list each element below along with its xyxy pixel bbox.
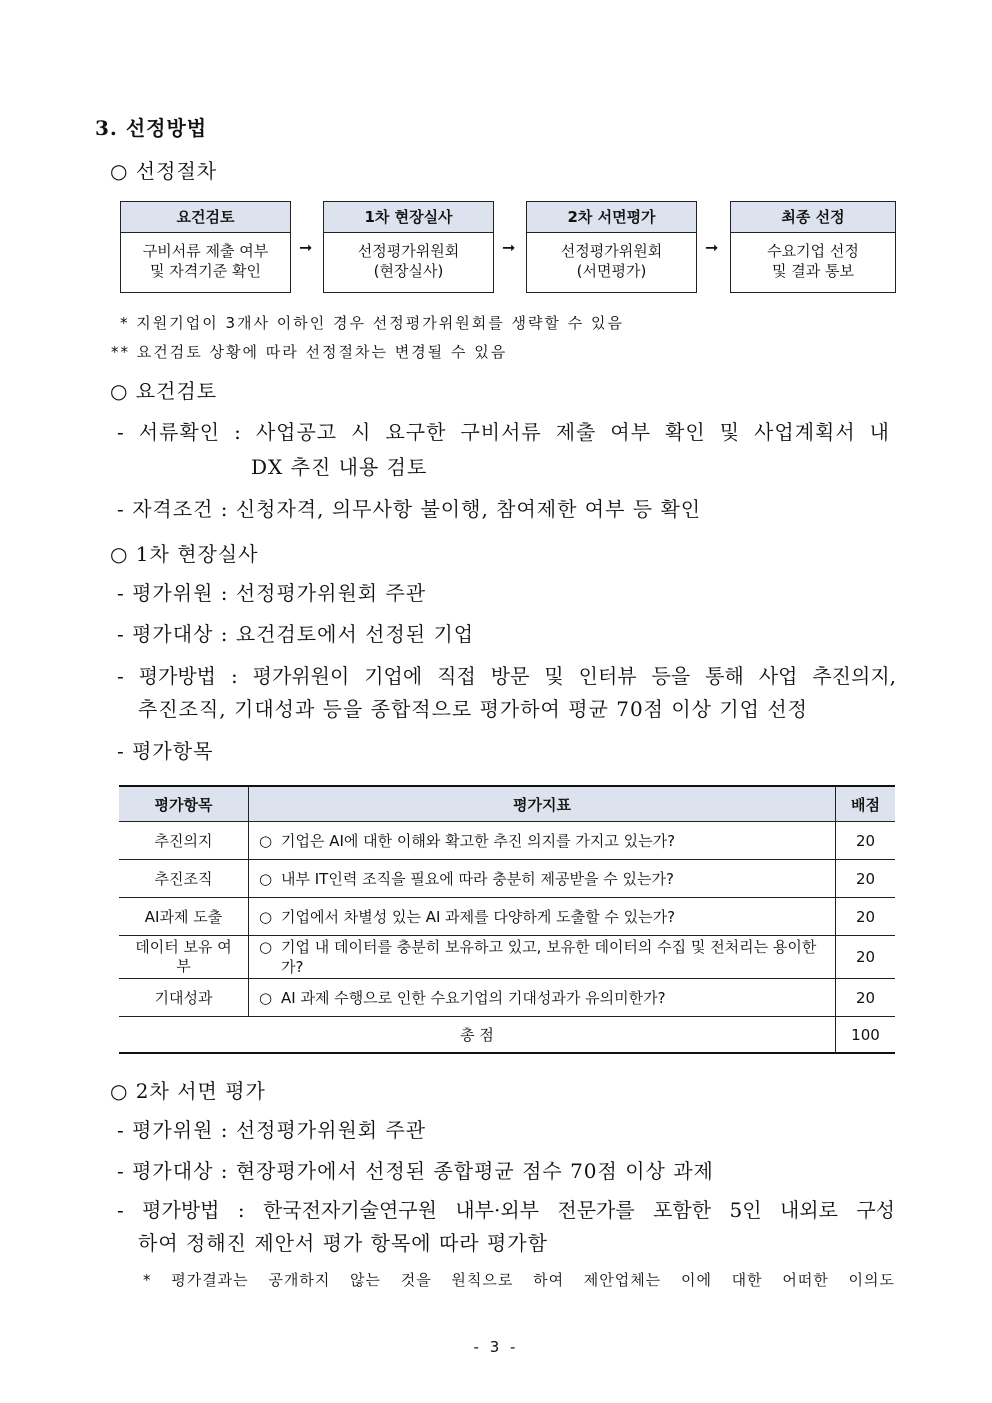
first-review-line: - 평가위원 : 선정평가위원회 주관 [117,581,427,605]
bullet-icon: ○ [259,907,273,926]
row-score: 20 [836,822,896,860]
row-indicator: 내부 IT인력 조직을 필요에 따라 충분히 제공받을 수 있는가? [281,869,674,888]
row-indicator: 기업 내 데이터를 충분히 보유하고 있고, 보유한 데이터의 수집 및 전처리는 용이한가? [281,938,817,976]
total-score: 100 [836,1017,896,1054]
second-review-heading: ○ 2차 서면 평가 [110,1079,266,1103]
second-review-line: - 평가방법 : 한국전자기술연구원 내부·외부 전문가를 포함한 5인 내외로 구성 [117,1198,895,1222]
second-review-line: - 평가위원 : 선정평가위원회 주관 [117,1118,427,1142]
step-desc: (서면평가) [576,262,647,280]
table-total-row [119,1017,895,1054]
bullet-icon: ○ [259,831,273,850]
table-row [119,860,895,898]
row-score: 20 [836,898,896,936]
requirements-heading: ○ 요건검토 [110,379,218,403]
bullet-icon: ○ [259,938,273,956]
arrow-icon: ➞ [502,238,516,257]
header-indicator: 평가지표 [249,786,836,822]
evaluation-table [119,785,895,1054]
step-desc: 선정평가위원회 [357,242,460,260]
row-item: 기대성과 [119,979,249,1017]
footnote: * 평가결과는 공개하지 않는 것을 원칙으로 하여 제안업체는 이에 대한 어떠한 이의도 [143,1271,895,1289]
first-review-line: - 평가방법 : 평가위원이 기업에 직접 방문 및 인터뷰 등을 통해 사업 추진의지, [117,664,896,688]
total-label: 총 점 [119,1017,836,1054]
row-indicator: AI 과제 수행으로 인한 수요기업의 기대성과가 유의미한가? [281,988,666,1007]
flow-step-final-selection [730,201,896,293]
step-title: 2차 서면평가 [527,202,696,233]
procedure-heading: ○ 선정절차 [110,159,218,183]
bullet-icon: ○ [259,869,273,888]
row-score: 20 [836,860,896,898]
table-row [119,936,895,979]
table-row [119,979,895,1017]
footnote: * 지원기업이 3개사 이하인 경우 선정평가위원회를 생략할 수 있음 [120,314,624,332]
row-item: AI과제 도출 [119,898,249,936]
step-title: 요건검토 [121,202,290,233]
row-item: 데이터 보유 여부 [119,936,249,979]
flow-step-site-inspection [323,201,494,293]
table-row [119,898,895,936]
header-score: 배점 [836,786,896,822]
flow-step-requirements [120,201,291,293]
bullet-icon: ○ [259,988,273,1007]
header-item: 평가항목 [119,786,249,822]
step-desc: (현장실사) [373,262,444,280]
first-review-line: - 평가대상 : 요건검토에서 선정된 기업 [117,622,475,646]
row-item: 추진의지 [119,822,249,860]
step-desc: 및 자격기준 확인 [150,262,261,280]
first-review-line: - 평가항목 [117,739,214,763]
footnote: ** 요건검토 상황에 따라 선정절차는 변경될 수 있음 [111,343,508,361]
row-indicator: 기업은 AI에 대한 이해와 확고한 추진 의지를 가지고 있는가? [281,831,676,850]
section-title: 3. 선정방법 [95,116,208,140]
step-desc: 구비서류 제출 여부 [142,242,269,260]
row-score: 20 [836,936,896,979]
step-title: 1차 현장실사 [324,202,493,233]
step-title: 최종 선정 [731,202,895,233]
requirement-line: - 서류확인 : 사업공고 시 요구한 구비서류 제출 여부 확인 및 사업계획서 내 [117,420,890,444]
arrow-icon: ➞ [299,238,313,257]
requirement-line: DX 추진 내용 검토 [251,455,428,479]
step-desc: 선정평가위원회 [560,242,663,260]
second-review-line: - 평가대상 : 현장평가에서 선정된 종합평균 점수 70점 이상 과제 [117,1159,714,1183]
row-indicator: 기업에서 차별성 있는 AI 과제를 다양하게 도출할 수 있는가? [281,907,676,926]
page-number: - 3 - [473,1338,519,1356]
row-score: 20 [836,979,896,1017]
second-review-line: 하여 정해진 제안서 평가 항목에 따라 평가함 [138,1231,548,1255]
table-header-row [119,786,895,822]
flow-step-document-review [526,201,697,293]
step-desc: 수요기업 선정 [767,242,859,260]
table-row [119,822,895,860]
step-desc: 및 결과 통보 [772,262,854,280]
first-review-heading: ○ 1차 현장실사 [110,542,259,566]
first-review-line: 추진조직, 기대성과 등을 종합적으로 평가하여 평균 70점 이상 기업 선정 [138,697,808,721]
requirement-line: - 자격조건 : 신청자격, 의무사항 불이행, 참여제한 여부 등 확인 [117,497,702,521]
row-item: 추진조직 [119,860,249,898]
arrow-icon: ➞ [705,238,719,257]
